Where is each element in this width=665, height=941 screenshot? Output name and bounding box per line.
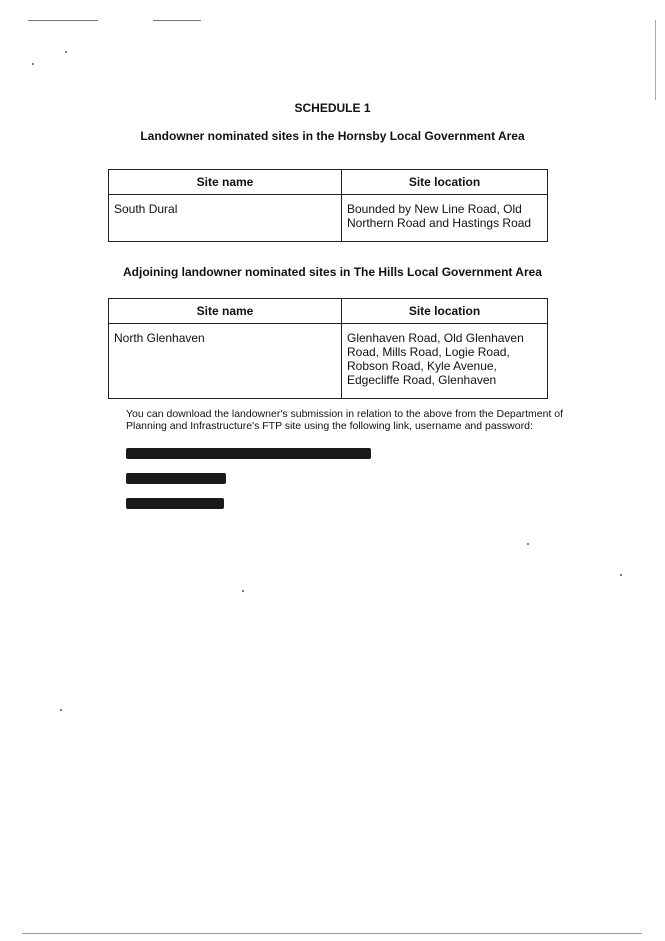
hornsby-sites-table — [108, 169, 548, 242]
table-row — [109, 324, 548, 399]
scan-speck — [32, 63, 34, 65]
scan-speck — [527, 543, 529, 545]
scan-speck — [620, 574, 622, 576]
column-header-site-location: Site location — [342, 299, 548, 324]
schedule-title: SCHEDULE 1 — [294, 101, 371, 115]
section1-heading: Landowner nominated sites in the Hornsby Local Government Area — [140, 129, 525, 143]
scan-speck — [60, 709, 62, 711]
table-header-row — [109, 299, 548, 324]
column-header-site-location: Site location — [342, 170, 548, 195]
section2-heading: Adjoining landowner nominated sites in The Hills Local Government Area — [123, 265, 542, 279]
table-row — [109, 195, 548, 242]
column-header-site-name: Site name — [109, 170, 342, 195]
redacted-link — [126, 448, 371, 459]
scan-speck — [242, 590, 244, 592]
download-note: You can download the landowner's submission in relation to the above from the Department of Planning and Infrastructure's FTP site using the following link, username and password: — [126, 408, 564, 432]
hills-sites-table — [108, 298, 548, 399]
scan-artifact-line — [28, 20, 98, 21]
column-header-site-name: Site name — [109, 299, 342, 324]
scan-artifact-line — [655, 20, 656, 100]
redacted-username — [126, 473, 226, 484]
site-location-cell: Glenhaven Road, Old Glenhaven Road, Mills Road, Logie Road, Robson Road, Kyle Avenue, Edgecliffe Road, Glenhaven — [342, 324, 548, 399]
site-name-cell: South Dural — [109, 195, 342, 242]
redacted-password — [126, 498, 224, 509]
site-name-cell: North Glenhaven — [109, 324, 342, 399]
table-header-row — [109, 170, 548, 195]
scan-speck — [65, 51, 67, 53]
scan-artifact-line — [22, 933, 642, 934]
scan-artifact-line — [153, 20, 201, 21]
site-location-cell: Bounded by New Line Road, Old Northern Road and Hastings Road — [342, 195, 548, 242]
